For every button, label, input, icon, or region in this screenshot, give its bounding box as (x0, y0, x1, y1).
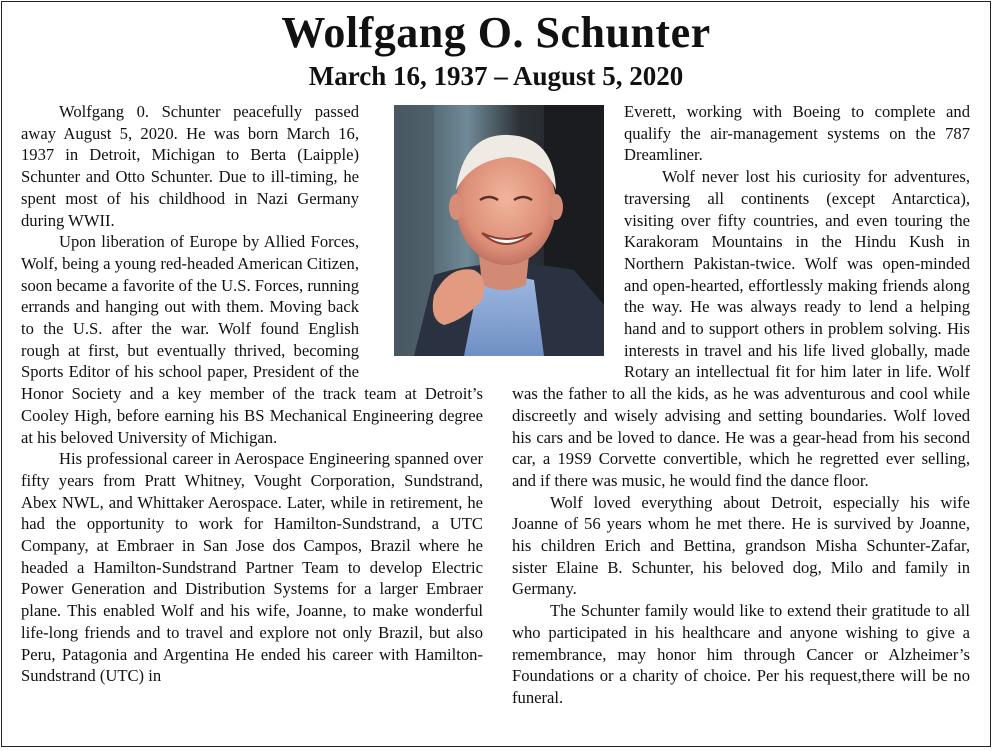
paragraph-career: His professional career in Aerospace Engineering spanned over fifty years from Pratt Whitney, Vought Corporation, Sundstrand, Abex NWL, and Whittaker Aerospace. Later, while in retirement, he had the opportunity to work for Hamilton-Sundstrand, a UTC Company, at Embraer in San Jose dos Campos, Brazil where he headed a Hamilton-Sundstrand Partner Team to develop Electric Power Generation and Distribution Systems for a larger Embraer plane. This enabled Wolf and his wife, Joanne, to make wonderful life-long friends and to travel and explore not only Brazil, but also Peru, Patagonia and Argentina He ended his career with Hamilton-Sundstrand (UTC) in (21, 449, 483, 686)
paragraph-career-end: Everett, working with Boeing to complete and qualify the air-management systems on the 787 Dreamliner. (624, 102, 970, 165)
portrait-photo (394, 105, 604, 356)
paragraph-youth: Upon liberation of Europe by Allied Forces, Wolf, being a young red-headed American Citizen, soon became a favorite of the U.S. Forces, running errands and hanging out with them. Moving back to the U.S. after the war. Wolf found English rough at first, but eventually thrived, becoming Sports Editor of his school paper, President of the Honor Society and a key member of the track team at Detroit’s Cooley High, before earning his BS Mechanical Engineering degree at his beloved University of Michigan. (21, 232, 483, 447)
paragraph-birth: Wolfgang 0. Schunter peacefully passed away August 5, 2020. He was born March 16, 1937 in Detroit, Michigan to Berta (Laipple) Schunter and Otto Schunter. Due to ill-timing, he spent most of his childhood in Nazi Germany during WWII. (21, 102, 359, 230)
paragraph-gratitude: The Schunter family would like to extend their gratitude to all who participated in his healthcare and anyone wishing to give a remembrance, may honor him through Cancer or Alzheimer’s Foundations or a charity of choice. Per his request,there will be no funeral. (512, 601, 970, 707)
obituary-notice (1, 1, 991, 747)
life-dates-subheading: March 16, 1937 – August 5, 2020 (308, 61, 684, 91)
paragraph-adventures: Wolf never lost his curiosity for adventures, traversing all continents (except Antarctica), visiting over fifty countries, and even touring the Karakoram Mountains in the Hindu Kush in Northern Pakistan-twice. Wolf was open-minded and open-hearted, effortlessly making friends along the way. He was always ready to lend a helping hand and to support others in problem solving. His interests in travel and his life lived globally, made Rotary an intellectual fit for him later in life. Wolf was the father to all the kids, as he was adventurous and cool while discreetly and wisely advising and setting boundaries. Wolf loved his cars and be loved to dance. He was a gear-head from his second car, a 19S9 Corvette convertible, which he regretted ever selling, and if there was music, he would find the dance floor. (512, 167, 970, 490)
obituary-name-heading: Wolfgang O. Schunter (281, 8, 711, 57)
paragraph-family: Wolf loved everything about Detroit, especially his wife Joanne of 56 years whom he met there. He is survived by Joanne, his children Erich and Bettina, grandson Misha Schunter-Zafar, sister Elaine B. Schunter, his beloved dog, Milo and family in Germany. (512, 492, 970, 599)
